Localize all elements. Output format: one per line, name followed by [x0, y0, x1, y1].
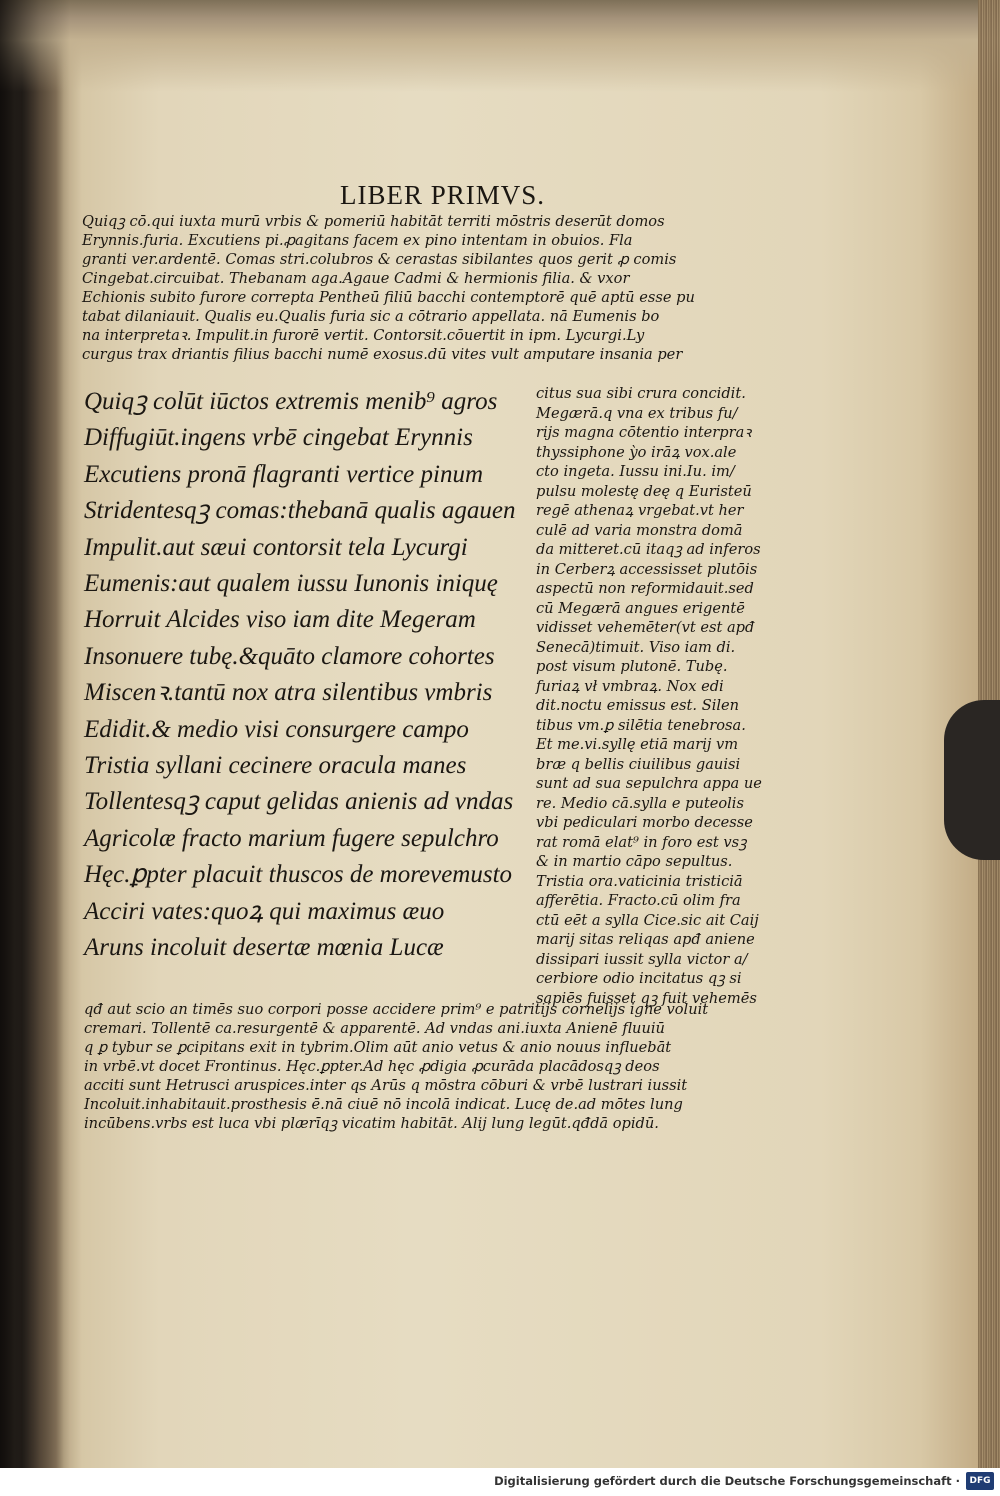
commentary-line: tabat dilaniauit. Qualis eu.Qualis furia sic a cōtrario appellata. nā Eumenis bo: [82, 308, 660, 325]
gloss-line: ctū eēt a sylla Cice.sic ait Caij: [536, 911, 759, 929]
gloss-line: afferētia. Fracto.cū olim fra: [536, 892, 741, 909]
verse-line: Insonuere tubę.&quāto clamore cohortes: [84, 642, 495, 670]
commentary-line: acciti sunt Hetrusci aruspices.inter qs Arūs q mōstra cōburi & vrbē lustrari iussit: [84, 1077, 688, 1094]
gloss-line: vbi pediculari morbo decesse: [536, 814, 753, 831]
gloss-line: thyssiphone ỳo irāꝝ vox.ale: [536, 443, 737, 461]
digitization-footer: [0, 1468, 1000, 1496]
gloss-line: Megærā.q vna ex tribus fu/: [536, 404, 738, 422]
verse-line: Tristia syllani cecinere oracula manes: [84, 752, 467, 780]
verse-line: Edidit.& medio visi consurgere campo: [84, 715, 469, 743]
commentary-line: Erynnis.furia. Excutiens pi.ꝓagitans facem ex pino intentam in obuios. Fla: [82, 232, 633, 249]
gloss-line: da mitteret.cū itaqꝫ ad inferos: [536, 541, 761, 558]
commentary-line: Cingebat.circuibat. Thebanam aga.Agaue Cadmi & hermionis filia. & vxor: [82, 270, 630, 287]
gloss-line: sapiēs fuisset qꝫ fuit vehemēs: [536, 989, 757, 1007]
gloss-line: citus sua sibi crura concidit.: [536, 385, 746, 402]
verse-line: Agricolæ fracto marium fugere sepulchro: [84, 824, 499, 852]
running-head: LIBER PRIMVS.: [340, 180, 546, 210]
funding-credit: Digitalisierung gefördert durch die Deutsche Forschungsgemeinschaft ·: [494, 1474, 960, 1488]
gloss-line: regē athenaꝝ vrgebat.vt her: [536, 502, 744, 519]
gloss-line: culē ad varia monstra domā: [536, 521, 743, 539]
gloss-line: Tristia ora.vaticinia tristiciā: [536, 872, 743, 890]
commentary-line: Incoluit.inhabitauit.prosthesis ē.nā ciuē nō incolā indicat. Lucę de.ad mōtes lung: [84, 1096, 683, 1113]
gloss-line: dissipari iussit sylla victor a/: [536, 950, 748, 968]
verse-line: Stridentesqꝫ comas:thebanā qualis agauen: [84, 497, 516, 525]
gloss-line: vidisset vehemēter(vt est apđ: [536, 619, 755, 636]
page-clip-holder: [944, 700, 1000, 860]
verse-line: Hęc.ꝑpter placuit thuscos de moreveтusto: [84, 861, 513, 889]
gloss-line: rat romā elat⁹ in foro est vsꝫ: [536, 833, 747, 851]
page-top-edge: [0, 0, 1000, 92]
commentary-line: curgus trax driantis filius bacchi numē exosus.dū vites vult amputare insania per: [82, 346, 683, 363]
gloss-line: marij sitas reliqas apđ aniene: [536, 931, 755, 948]
gloss-line: cū Megærā angues erigentē: [536, 599, 745, 617]
commentary-line: granti ver.ardentē. Comas stri.colubros & cerastas sibilantes quos gerit ꝓ comis: [82, 251, 677, 268]
verse-line: Impulit.aut sæui contorsit tela Lycurgi: [84, 533, 468, 561]
gloss-line: aspectū non reformidauit.sed: [536, 580, 754, 597]
commentary-top: [82, 212, 802, 364]
commentary-line: Quiqꝫ cō.qui iuxta murū vrbis & pomeriū habitāt territi mōstris deserūt domos: [82, 213, 665, 230]
gloss-line: sunt ad sua sepulchra appa ue: [536, 775, 762, 792]
gloss-line: re. Medio cā.sylla e puteolis: [536, 794, 744, 812]
gloss-line: cerbiore odio incitatus qꝫ si: [536, 970, 742, 987]
commentary-line: qđ aut scio an timēs suo corpori posse accidere prim⁹ e patritijs cornelijs igne voluit: [84, 1001, 709, 1018]
verse-line: Eumenis:aut qualem iussu Iunonis iniquę: [84, 570, 498, 598]
verse-line: Quiqꝫ colūt iūctos extremis menib⁹ agros: [84, 388, 498, 415]
gloss-line: dit.noctu emissus est. Silen: [536, 697, 740, 714]
gloss-line: & in martio cāpo sepultus.: [536, 853, 733, 870]
gloss-line: Et me.vi.syllę etiā marij vm: [536, 736, 739, 753]
commentary-bottom: [84, 1000, 804, 1133]
binding-gutter-shadow: [0, 0, 70, 1468]
gloss-line: Senecā)timuit. Viso iam di.: [536, 638, 736, 656]
gloss-line: bræ q bellis ciuilibus gauisi: [536, 755, 741, 773]
gloss-line: pulsu molestę deę q Euristeū: [536, 482, 752, 500]
gloss-line: furiaꝝ vł vmbraꝝ. Nox edi: [536, 677, 724, 695]
verse-line: Acciri vates:quoꝝ qui maximus æuo: [84, 897, 445, 925]
verse-line: Excutiens pronā flagranti vertice pinum: [84, 460, 483, 488]
commentary-line: incūbens.vrbs est luca vbi plærīqꝫ vicatim habitāt. Alij lung legūt.qđdā opidū.: [84, 1115, 659, 1132]
gloss-line: in Cerberꝝ accessisset plutōis: [536, 560, 758, 578]
commentary-line: q ꝑ tybur se ꝑcipitans exit in tybrim.Olim aūt anio vetus & anio nouus influebāt: [84, 1039, 672, 1056]
dfg-logo-icon: DFG: [966, 1472, 994, 1490]
verse-text: [84, 384, 534, 967]
verse-line: Aruns incoluit desertæ mœnia Lucæ: [84, 934, 444, 962]
commentary-line: in vrbē.vt docet Frontinus. Hęc.ꝑpter.Ad hęc ꝓdigia ꝓcurāda placādosqꝫ deos: [84, 1058, 660, 1075]
verse-line: Diffugiūt.ingens vrbē cingebat Erynnis: [84, 424, 473, 452]
gloss-line: post visum plutonē. Tubę.: [536, 658, 728, 675]
verse-line: Horruit Alcides viso iam dite Megeram: [84, 606, 476, 634]
commentary-line: cremari. Tollentē ca.resurgentē & apparentē. Ad vndas ani.iuxta Anienē fluuiū: [84, 1020, 665, 1037]
gloss-line: rijs magna cōtentio interpraꝛ: [536, 424, 752, 441]
gloss-line: cto ingeta. Iussu ini.Iu. im/: [536, 463, 735, 480]
verse-line: Miscenꝛ.tantū nox atra silentibus vmbris: [84, 679, 493, 707]
gloss-line: tibus vm.ꝑ silētia tenebrosa.: [536, 716, 746, 734]
verse-line: Tollentesqꝫ caput gelidas anienis ad vndas: [84, 788, 514, 816]
commentary-line: Echionis subito furore correpta Pentheū filiū bacchi contemptorē quē aptū esse pu: [82, 289, 695, 306]
commentary-line: na interpretaꝛ. Impulit.in furorē vertit. Contorsit.cōuertit in ipm. Lycurgi.Ly: [82, 327, 645, 344]
side-gloss: [536, 384, 798, 1008]
